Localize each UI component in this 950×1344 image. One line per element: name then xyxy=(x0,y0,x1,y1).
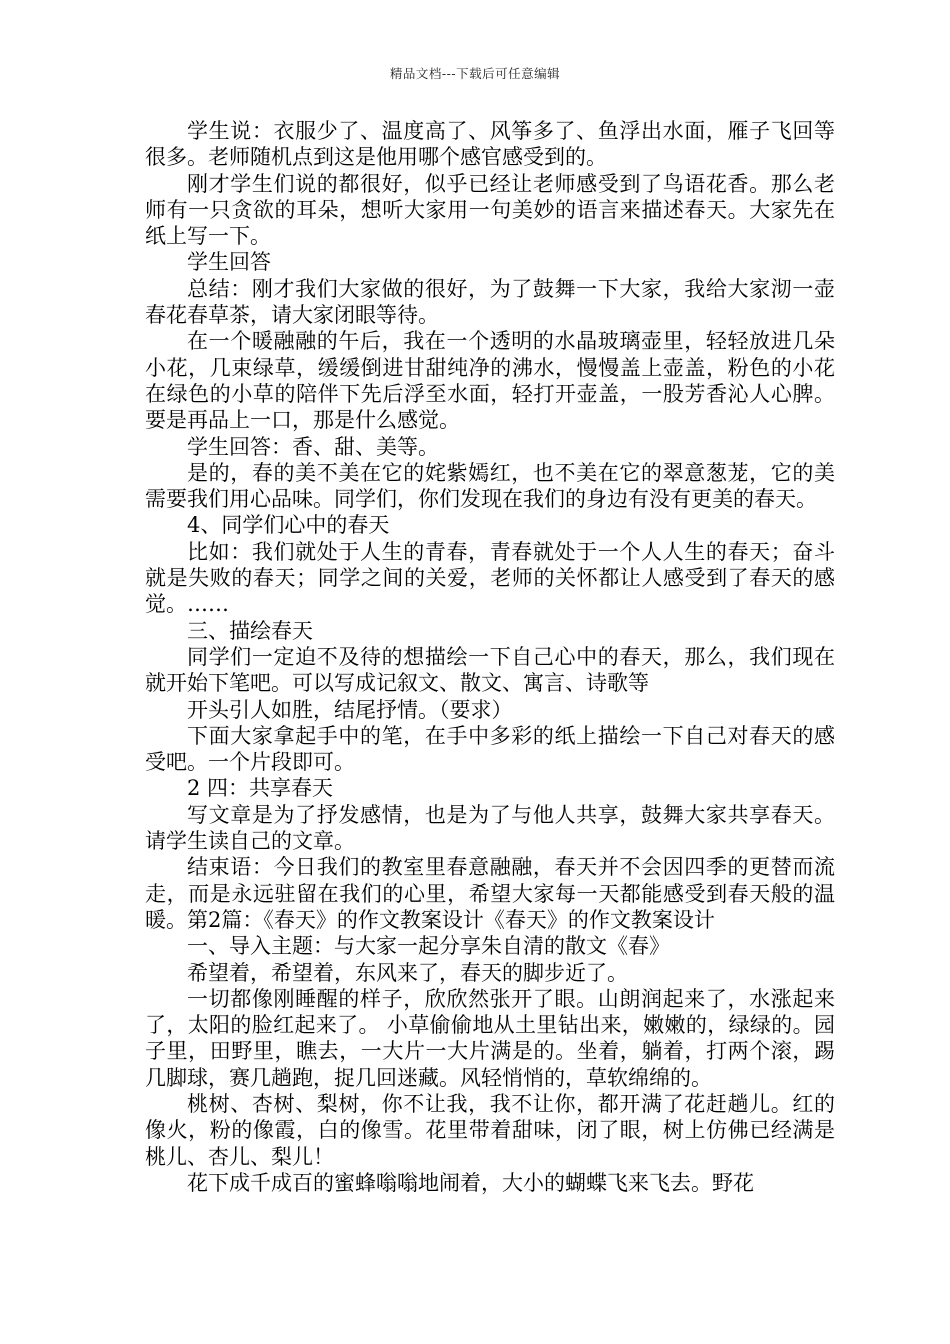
paragraph: 希望着，希望着，东风来了，春天的脚步近了。 xyxy=(187,960,628,985)
page-header: 精品文档---下载后可任意编辑 xyxy=(389,66,561,81)
paragraph: 是的，春的美不美在它的姹紫嫣红，也不美在它的翠意葱茏，它的美需要我们用心品味。同学们，你们发现在我们的身边有没有更美的春天。 xyxy=(145,460,835,512)
section-heading: 4、同学们心中的春天 xyxy=(187,513,390,538)
paragraph: 桃树、杏树、梨树，你不让我，我不让你，都开满了花赶趟儿。红的像火，粉的像霞，白的像雪。花里带着甜味，闭了眼，树上仿佛已经满是桃儿、杏儿、梨儿！ xyxy=(145,1091,835,1169)
paragraph: 在一个暖融融的午后，我在一个透明的水晶玻璃壶里，轻轻放进几朵小花，几束绿草，缓缓倒进甘甜纯净的沸水，慢慢盖上壶盖，粉色的小花在绿色的小草的陪伴下先后浮至水面，轻打开壶盖，一股芳香沁人心脾。要是再品上一口，那是什么感觉。 xyxy=(145,329,835,433)
paragraph: 同学们一定迫不及待的想描绘一下自己心中的春天，那么，我们现在就开始下笔吧。可以写成记叙文、散文、寓言、诗歌等 xyxy=(145,644,835,696)
section-heading: 一、导入主题：与大家一起分享朱自清的散文《春》 xyxy=(187,934,670,959)
paragraph: 学生回答 xyxy=(187,250,271,275)
paragraph: 结束语：今日我们的教室里春意融融，春天并不会因四季的更替而流走，而是永远驻留在我们的心里，希望大家每一天都能感受到春天般的温暖。第2篇：《春天》的作文教案设计《春天》的作文教案设计 xyxy=(145,855,835,932)
paragraph: 花下成千成百的蜜蜂嗡嗡地闹着，大小的蝴蝶飞来飞去。野花 xyxy=(187,1170,754,1195)
section-heading: 三、描绘春天 xyxy=(187,618,313,643)
document-body xyxy=(145,118,835,1196)
paragraph: 比如：我们就处于人生的青春，青春就处于一个人人生的春天；奋斗就是失败的春天；同学之间的关爱，老师的关怀都让人感受到了春天的感觉。…… xyxy=(145,539,835,617)
section-heading: 2 四：共享春天 xyxy=(187,776,334,801)
paragraph: 学生回答：香、甜、美等。 xyxy=(187,434,439,459)
paragraph: 下面大家拿起手中的笔，在手中多彩的纸上描绘一下自己对春天的感受吧。一个片段即可。 xyxy=(145,723,835,775)
paragraph: 开头引人如胜，结尾抒情。（要求） xyxy=(187,697,513,722)
paragraph: 写文章是为了抒发感情，也是为了与他人共享，鼓舞大家共享春天。 请学生读自己的文章。 xyxy=(145,802,835,854)
paragraph: 学生说：衣服少了、温度高了、风筝多了、鱼浮出水面，雁子飞回等很多。老师随机点到这是他用哪个感官感受到的。 xyxy=(145,119,835,170)
paragraph: 一切都像刚睡醒的样子，欣欣然张开了眼。山朗润起来了，水涨起来了，太阳的脸红起来了。 小草偷偷地从土里钻出来，嫩嫩的，绿绿的。园子里，田野里，瞧去，一大片一大片满是的。坐着，躺着，打两个滚，踢几脚球，赛几趟跑，捉几回迷藏。风轻悄悄的，草软绵绵的。 xyxy=(145,986,835,1090)
paragraph: 总结：刚才我们大家做的很好，为了鼓舞一下大家，我给大家沏一壶春花春草茶，请大家闭眼等待。 xyxy=(145,276,835,328)
paragraph: 刚才学生们说的都很好，似乎已经让老师感受到了鸟语花香。那么老师有一只贪欲的耳朵，想听大家用一句美妙的语言来描述春天。大家先在纸上写一下。 xyxy=(145,171,835,249)
